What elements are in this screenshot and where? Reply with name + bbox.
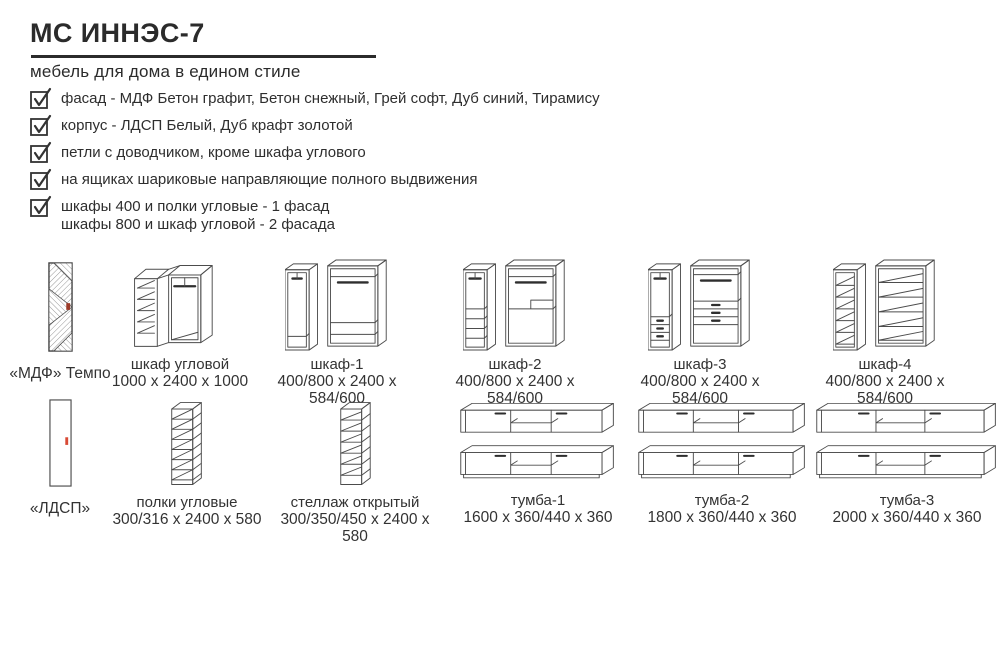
tv-stand-2-drawing [635, 400, 810, 488]
feature-label: фасад - МДФ Бетон графит, Бетон снежный, Грей софт, Дуб синий, Тирамису [61, 90, 600, 107]
product-name: тумба-2 [694, 492, 750, 509]
checkbox-checked-icon [30, 87, 54, 109]
feature-item [30, 168, 670, 190]
checkbox-checked-icon [30, 114, 54, 136]
product-name: полки угловые [136, 494, 238, 511]
product-open-rack [270, 398, 440, 545]
product-dims: 300/316 х 2400 х 580 [112, 511, 262, 528]
product-dims: 400/800 х 2400 х 584/600 [825, 373, 945, 407]
wardrobe-3-drawing [648, 258, 752, 352]
feature-label-line1: шкафы 400 и полки угловые - 1 фасад [61, 198, 330, 215]
product-dims: 400/800 х 2400 х 584/600 [277, 373, 397, 407]
tv-stand-1-drawing [457, 400, 619, 488]
product-name: шкаф-4 [858, 356, 912, 373]
product-wardrobe-4 [805, 258, 965, 407]
product-name: шкаф-1 [310, 356, 364, 373]
open-rack-drawing [336, 398, 374, 490]
product-wardrobe-3 [620, 258, 780, 407]
product-name: шкаф-3 [673, 356, 727, 373]
product-name: стеллаж открытый [290, 494, 420, 511]
corner-wardrobe-drawing [127, 258, 233, 352]
feature-label [61, 195, 335, 234]
feature-label-line2: шкафы 800 и шкаф угловой - 2 фасада [61, 216, 335, 233]
title-underline [31, 55, 376, 58]
checkbox-checked-icon [30, 168, 54, 190]
wardrobe-4-drawing [833, 258, 937, 352]
checkbox-checked-icon [30, 141, 54, 163]
wardrobe-2-drawing [463, 258, 567, 352]
product-name: шкаф-2 [488, 356, 542, 373]
checkbox-checked-icon [30, 195, 54, 217]
feature-item [30, 87, 670, 109]
product-dims: 300/350/450 х 2400 х 580 [280, 511, 430, 545]
page-subtitle: мебель для дома в едином стиле [30, 62, 301, 81]
product-tv-stand-1 [448, 400, 628, 526]
product-corner-wardrobe [105, 258, 255, 390]
product-dims: 1000 х 2400 х 1000 [111, 373, 249, 390]
corner-shelves-drawing [166, 398, 208, 490]
feature-item [30, 141, 670, 163]
product-name: тумба-3 [879, 492, 935, 509]
feature-label: корпус - ЛДСП Белый, Дуб крафт золотой [61, 117, 353, 134]
product-dims: 2000 х 360/440 х 360 [832, 509, 982, 526]
mdf-swatch-drawing [48, 262, 73, 352]
product-name: шкаф угловой [130, 356, 230, 373]
product-wardrobe-2 [435, 258, 595, 407]
handle-mark [66, 303, 70, 310]
product-wardrobe-1 [257, 258, 417, 407]
tv-stand-3-drawing [813, 400, 1000, 488]
feature-item [30, 195, 670, 234]
feature-item [30, 114, 670, 136]
feature-label: на ящиках шариковые направляющие полного выдвижения [61, 171, 478, 188]
material-ldsp [8, 399, 112, 518]
ldsp-swatch-drawing [49, 399, 72, 487]
feature-label: петли с доводчиком, кроме шкафа углового [61, 144, 366, 161]
product-dims: 400/800 х 2400 х 584/600 [640, 373, 760, 407]
feature-list [30, 87, 670, 239]
product-dims: 400/800 х 2400 х 584/600 [455, 373, 575, 407]
page-title: МС ИННЭС-7 [30, 18, 205, 48]
material-label: «ЛДСП» [29, 500, 91, 517]
product-name: тумба-1 [510, 492, 566, 509]
material-mdf [8, 262, 112, 383]
product-tv-stand-3 [812, 400, 1000, 526]
material-label: «МДФ» Темпо [9, 365, 111, 382]
product-corner-shelves [112, 398, 262, 528]
wardrobe-1-drawing [285, 258, 389, 352]
product-dims: 1800 х 360/440 х 360 [647, 509, 797, 526]
product-dims: 1600 х 360/440 х 360 [463, 509, 613, 526]
handle-mark [65, 437, 68, 445]
product-tv-stand-2 [632, 400, 812, 526]
